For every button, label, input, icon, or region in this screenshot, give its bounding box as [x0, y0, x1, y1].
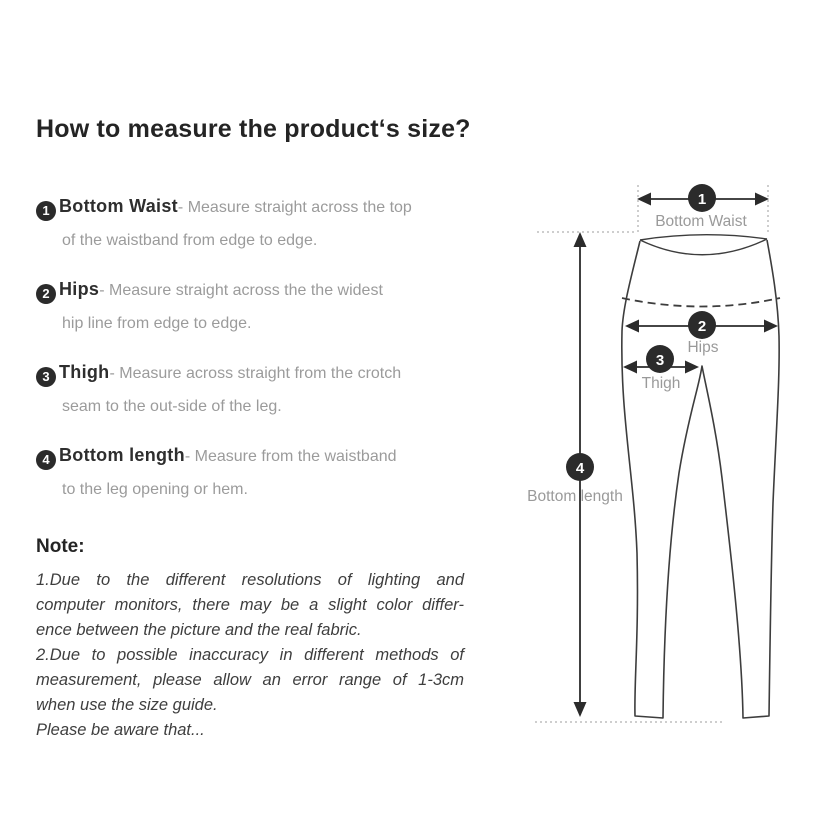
- item-name: Hips: [59, 279, 100, 299]
- note-heading: Note:: [36, 536, 85, 557]
- list-item-bottom-length: [36, 439, 484, 506]
- item-name: Bottom length: [59, 445, 185, 465]
- item-description-line: of the waistband from edge to edge.: [62, 232, 318, 249]
- arrowhead-bottom: [574, 702, 587, 717]
- item-description-line: - Measure across straight from the crotch: [109, 365, 402, 382]
- number-badge-3: 3: [36, 367, 56, 387]
- item-description-line: - Measure from the waistband: [184, 448, 397, 465]
- arrowhead-right: [764, 320, 778, 333]
- instructions-column: [36, 114, 484, 743]
- thigh-label: Thigh: [641, 375, 681, 392]
- waistband-rim-bottom-arc: [640, 239, 767, 255]
- item-description-line: seam to the out-side of the leg.: [62, 398, 282, 415]
- hips-measure-arrow: [625, 311, 778, 356]
- list-item-bottom-waist: [36, 190, 484, 257]
- waistband-rim-top-arc: [640, 235, 767, 240]
- note-line: 1.Due to the different resolutions of lighting and: [36, 571, 464, 589]
- note-text: [36, 568, 464, 743]
- number-badge-1: 1: [36, 201, 56, 221]
- arrowhead-right: [685, 361, 699, 374]
- note-line: 2.Due to possible inaccuracy in different methods of: [36, 646, 464, 664]
- number-badge-4: 4: [36, 450, 56, 470]
- marker-number: 4: [575, 460, 585, 477]
- size-diagram: [500, 160, 833, 740]
- item-name: Bottom Waist: [59, 196, 178, 216]
- item-description-line: to the leg opening or hem.: [62, 481, 248, 498]
- list-item-hips: [36, 273, 484, 340]
- arrowhead-top: [574, 232, 587, 247]
- marker-number: 3: [655, 352, 665, 369]
- arrowhead-left: [637, 193, 651, 206]
- arrowhead-left: [623, 361, 637, 374]
- measurement-list: [36, 190, 484, 506]
- bottom-waist-measure-arrow: [637, 184, 769, 230]
- page-title: How to measure the product‘s size?: [36, 115, 471, 143]
- number-badge-2: 2: [36, 284, 56, 304]
- hip-line-dashed-curve: [622, 298, 780, 307]
- list-item-thigh: [36, 356, 484, 423]
- item-description-line: - Measure straight across the the widest: [99, 282, 383, 299]
- arrowhead-left: [625, 320, 639, 333]
- note-line: measurement, please allow an error range of 1-3cm: [36, 671, 464, 689]
- note-line: Please be aware that...: [36, 721, 205, 739]
- hips-label: Hips: [687, 339, 719, 356]
- item-description-line: hip line from edge to edge.: [62, 315, 252, 332]
- marker-number: 2: [697, 318, 707, 335]
- arrowhead-right: [755, 193, 769, 206]
- note-line: ence between the picture and the real fabric.: [36, 621, 362, 639]
- marker-number: 1: [697, 191, 707, 208]
- bottom-length-label: Bottom length: [527, 488, 623, 505]
- item-name: Thigh: [59, 362, 110, 382]
- bottom-length-measure-arrow: [527, 232, 623, 717]
- note-line: computer monitors, there may be a slight color differ-: [36, 596, 464, 614]
- bottom-waist-label: Bottom Waist: [655, 213, 747, 230]
- item-description-line: - Measure straight across the top: [177, 199, 412, 216]
- note-line: when use the size guide.: [36, 696, 218, 714]
